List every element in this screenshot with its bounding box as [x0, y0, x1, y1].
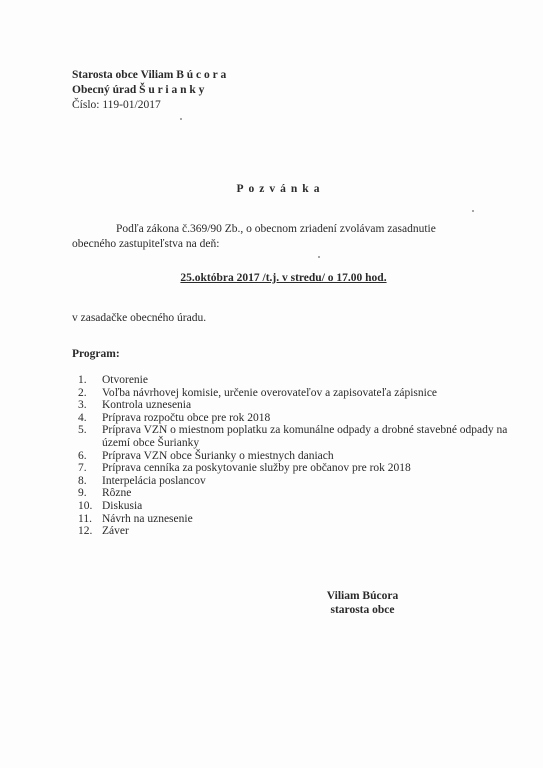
list-item-number: 9. — [78, 487, 87, 500]
header-line-office — [72, 83, 226, 98]
list-item — [78, 450, 508, 463]
scan-speck — [472, 210, 474, 212]
list-item-number: 10. — [78, 499, 93, 512]
list-item-number: 3. — [78, 399, 87, 412]
list-item-text: Príprava rozpočtu obce pre rok 2018 — [102, 411, 271, 424]
list-item — [78, 399, 508, 412]
list-item-number: 12. — [78, 525, 93, 538]
list-item-text: Interpelácia poslancov — [102, 474, 206, 487]
list-item-number: 2. — [78, 386, 87, 399]
list-item-text: Príprava cenníka za poskytovanie služby pre občanov pre rok 2018 — [102, 462, 411, 475]
list-item-number: 1. — [78, 374, 87, 386]
list-item-number: 4. — [78, 411, 87, 424]
scan-speck — [180, 118, 182, 120]
header-mayor-name: Viliam B ú c o r a — [140, 69, 227, 81]
list-item — [78, 500, 508, 513]
list-item-number: 7. — [78, 462, 87, 475]
meeting-place: v zasadačke obecného úradu. — [72, 312, 207, 324]
signature-name: Viliam Búcora — [326, 590, 399, 602]
list-item — [78, 475, 508, 488]
list-item-text: Rôzne — [102, 487, 132, 500]
list-item — [78, 462, 508, 475]
list-item-text: Záver — [102, 525, 129, 538]
header-office-name: Š u r i a n k y — [139, 84, 205, 96]
header-mayor-prefix: Starosta obce — [72, 69, 141, 81]
list-item — [78, 525, 508, 538]
list-item-text: Návrh na uznesenie — [102, 512, 193, 525]
list-item-text: Otvorenie — [102, 374, 148, 386]
meeting-date-time — [0, 272, 543, 284]
signature-block — [0, 589, 543, 617]
letter-header — [72, 68, 226, 113]
header-reference-number: Číslo: 119-01/2017 — [72, 99, 161, 111]
intro-paragraph: Podľa zákona č.369/90 Zb., o obecnom zriadení zvolávam zasadnutie obecného zastupiteľstva na deň: — [72, 223, 436, 250]
list-item — [78, 487, 508, 500]
list-item — [78, 387, 508, 400]
list-item-text: Príprava VZN obce Šurianky o miestnych daniach — [102, 449, 334, 462]
meeting-date-time-text: 25.októbra 2017 /t.j. v stredu/ o 17.00 hod. — [180, 272, 387, 284]
list-item — [78, 513, 508, 526]
signature-role: starosta obce — [330, 604, 395, 616]
document-title — [0, 183, 543, 195]
list-item-number: 6. — [78, 449, 87, 462]
header-office-prefix: Obecný úrad — [72, 84, 140, 96]
list-item-number: 8. — [78, 474, 87, 487]
list-item-number: 11. — [78, 512, 92, 525]
program-heading: Program: — [72, 348, 120, 360]
list-item-number: 5. — [78, 424, 87, 437]
list-item-text: Príprava VZN o miestnom poplatku za komunálne odpady a drobné stavebné odpady na území obce Šurianky — [102, 424, 508, 449]
scan-speck — [318, 256, 320, 258]
header-line-mayor — [72, 68, 226, 83]
list-item — [78, 374, 508, 387]
program-list — [78, 374, 508, 538]
list-item-text: Kontrola uznesenia — [102, 399, 192, 412]
list-item-text: Voľba návrhovej komisie, určenie overovateľov a zapisovateľa zápisnice — [102, 386, 438, 399]
list-item — [78, 424, 508, 449]
list-item-text: Diskusia — [102, 499, 143, 512]
document-title-text: Pozvánka — [236, 183, 325, 195]
list-item — [78, 412, 508, 425]
